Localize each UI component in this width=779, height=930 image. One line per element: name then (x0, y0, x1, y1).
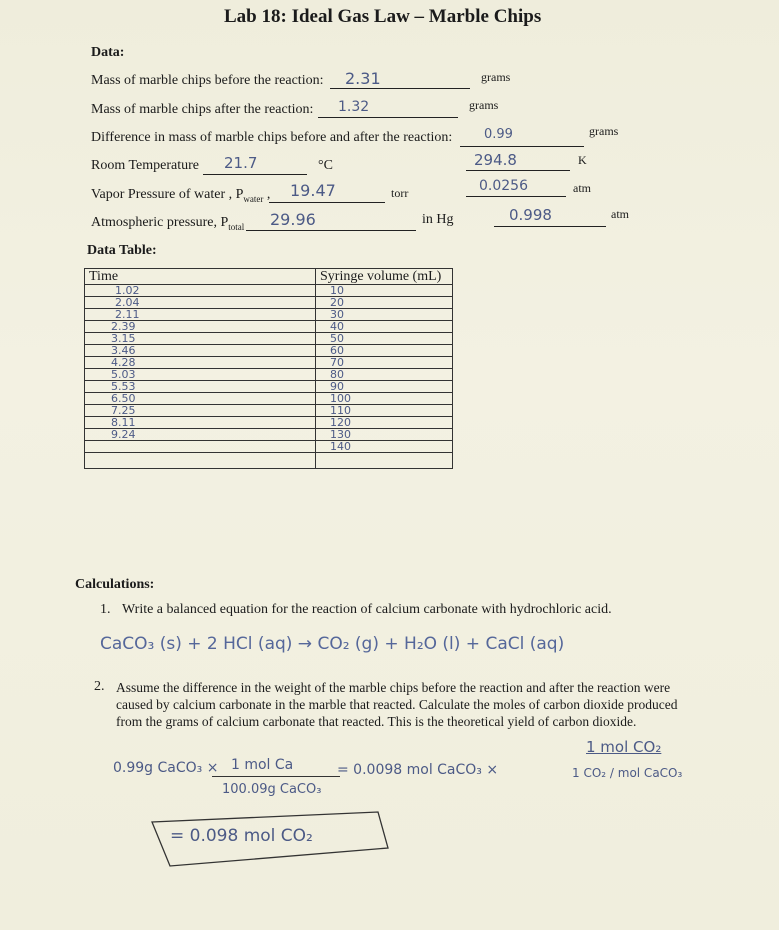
q1-text: Write a balanced equation for the reaction of calcium carbonate with hydrochloric acid. (122, 602, 612, 617)
volume-value: 80 (330, 368, 344, 381)
atm-pressure-unit: in Hg (422, 212, 454, 227)
volume-cell (316, 333, 453, 345)
atm-pressure-line (246, 230, 416, 231)
table-row (85, 297, 453, 309)
volume-value: 100 (330, 392, 351, 405)
room-temp-unit: °C (318, 158, 333, 173)
table-row (85, 381, 453, 393)
room-temp-kelvin-value: 294.8 (474, 151, 517, 169)
vapor-pressure-atm-value: 0.0256 (479, 178, 528, 194)
volume-value: 10 (330, 284, 344, 297)
q2-frac2-numerator: 1 mol CO₂ (586, 738, 662, 756)
data-table-heading: Data Table: (87, 243, 157, 258)
volume-value: 120 (330, 416, 351, 429)
vapor-pressure-value: 19.47 (290, 181, 336, 200)
mass-after-unit: grams (469, 98, 499, 112)
volume-cell (316, 345, 453, 357)
atm-pressure-atm-unit: atm (611, 207, 629, 221)
time-cell (85, 345, 316, 357)
table-row (85, 417, 453, 429)
time-cell (85, 285, 316, 297)
vapor-pressure-unit: torr (391, 186, 409, 200)
table-header-time: Time (85, 269, 316, 285)
time-cell (85, 417, 316, 429)
table-row (85, 393, 453, 405)
time-value: 7.25 (111, 404, 136, 417)
calculations-heading: Calculations: (75, 577, 155, 592)
volume-value: 60 (330, 344, 344, 357)
volume-cell (316, 285, 453, 297)
mass-before-label: Mass of marble chips before the reaction: (91, 73, 324, 88)
table-header-row (85, 269, 453, 285)
volume-cell (316, 369, 453, 381)
time-value: 4.28 (111, 356, 136, 369)
time-value: 3.15 (111, 332, 136, 345)
time-cell (85, 357, 316, 369)
table-row (85, 309, 453, 321)
time-cell (85, 429, 316, 441)
table-row (85, 333, 453, 345)
mass-after-label: Mass of marble chips after the reaction: (91, 102, 314, 117)
q2-frac1-denominator: 100.09g CaCO₃ (222, 782, 322, 797)
table-row (85, 441, 453, 453)
q1-answer: CaCO₃ (s) + 2 HCl (aq) → CO₂ (g) + H₂O (l) + CaCl (aq) (100, 634, 565, 654)
vapor-pressure-line (269, 202, 385, 203)
volume-value: 110 (330, 404, 351, 417)
data-heading: Data: (91, 45, 125, 60)
q2-final-answer: = 0.098 mol CO₂ (170, 826, 313, 846)
volume-value: 50 (330, 332, 344, 345)
volume-value: 30 (330, 308, 344, 321)
data-table (84, 268, 453, 469)
vapor-pressure-atm-line (466, 196, 566, 197)
difference-label: Difference in mass of marble chips before and after the reaction: (91, 130, 453, 145)
volume-value: 20 (330, 296, 344, 309)
time-cell (85, 321, 316, 333)
q2-frac2-denominator: 1 CO₂ / mol CaCO₃ (572, 766, 683, 780)
atm-pressure-atm-value: 0.998 (509, 206, 552, 224)
table-row (85, 369, 453, 381)
time-cell (85, 333, 316, 345)
volume-value: 90 (330, 380, 344, 393)
time-value: 9.24 (111, 428, 136, 441)
time-cell (85, 309, 316, 321)
time-value: 8.11 (111, 416, 136, 429)
difference-value: 0.99 (484, 127, 513, 142)
time-cell (85, 381, 316, 393)
volume-cell (316, 429, 453, 441)
table-row (85, 429, 453, 441)
volume-value: 140 (330, 440, 351, 453)
time-value: 5.03 (111, 368, 136, 381)
room-temp-line (203, 174, 307, 175)
volume-cell (316, 309, 453, 321)
table-row (85, 345, 453, 357)
q2-work-start: 0.99g CaCO₃ × (113, 760, 219, 776)
time-value: 3.46 (111, 344, 136, 357)
volume-cell (316, 417, 453, 429)
q2-text: Assume the difference in the weight of the marble chips before the reaction and after the reaction were caused by calcium carbonate in the marble that reacted. Calculate the moles of carbon dioxide produced from the grams of calcium carbonate that reacted. This is the theoretical yield of carbon dioxide. (116, 680, 678, 729)
atm-pressure-label: Atmospheric pressure, $P_{total}$ (91, 215, 245, 232)
time-value: 2.11 (115, 308, 140, 321)
time-cell (85, 441, 316, 453)
table-row (85, 285, 453, 297)
q2-work-mid: = 0.0098 mol CaCO₃ × (337, 762, 499, 778)
room-temp-label: Room Temperature (91, 158, 200, 173)
table-row (85, 405, 453, 417)
time-value: 2.04 (115, 296, 140, 309)
volume-cell (316, 357, 453, 369)
volume-cell (316, 297, 453, 309)
vapor-pressure-atm-unit: atm (573, 181, 591, 195)
mass-before-unit: grams (481, 70, 511, 84)
q1-number: 1. (100, 602, 111, 617)
volume-value: 40 (330, 320, 344, 333)
time-cell (85, 453, 316, 469)
difference-unit: grams (589, 124, 619, 138)
table-header-volume: Syringe volume (mL) (316, 269, 453, 285)
atm-pressure-atm-line (494, 226, 606, 227)
time-cell (85, 297, 316, 309)
vapor-pressure-label: Vapor Pressure of water , $P_{water}$ , (91, 187, 271, 204)
difference-line (460, 146, 584, 147)
volume-cell (316, 405, 453, 417)
time-value: 5.53 (111, 380, 136, 393)
volume-cell (316, 453, 453, 469)
volume-cell (316, 321, 453, 333)
mass-after-line (318, 117, 458, 118)
table-row (85, 453, 453, 469)
time-cell (85, 405, 316, 417)
room-temp-kelvin-unit: K (578, 153, 587, 167)
mass-after-value: 1.32 (338, 99, 370, 115)
table-row (85, 357, 453, 369)
volume-cell (316, 393, 453, 405)
time-cell (85, 393, 316, 405)
volume-cell (316, 381, 453, 393)
q2-frac1-numerator: 1 mol Ca (231, 757, 294, 773)
time-value: 6.50 (111, 392, 136, 405)
time-value: 1.02 (115, 284, 140, 297)
volume-cell (316, 441, 453, 453)
atm-pressure-value: 29.96 (270, 210, 316, 229)
mass-before-value: 2.31 (345, 69, 381, 88)
room-temp-k-line (466, 170, 570, 171)
time-value: 2.39 (111, 320, 136, 333)
mass-before-line (330, 88, 470, 89)
time-cell (85, 369, 316, 381)
volume-value: 70 (330, 356, 344, 369)
page-title: Lab 18: Ideal Gas Law – Marble Chips (224, 6, 542, 27)
table-row (85, 321, 453, 333)
volume-value: 130 (330, 428, 351, 441)
room-temp-value: 21.7 (224, 154, 258, 172)
q2-frac1-line (212, 776, 340, 777)
q2-number: 2. (94, 679, 105, 694)
